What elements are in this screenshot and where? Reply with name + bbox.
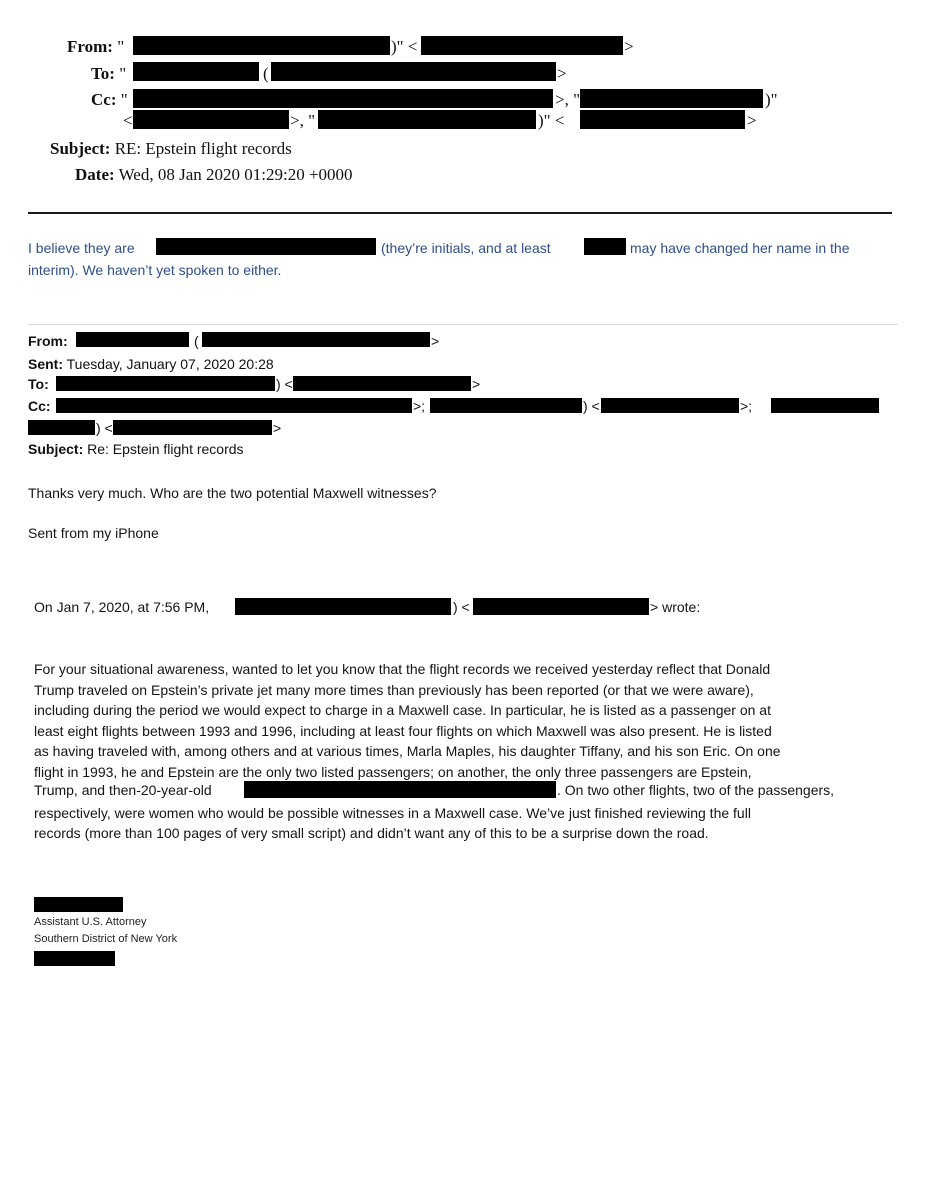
punct: )" < — [391, 37, 418, 56]
quote-line: respectively, were women who would be possible witnesses in a Maxwell case. We’ve just finished reviewing the full — [34, 804, 751, 821]
redaction — [202, 332, 430, 347]
sent-from-text: Sent from my iPhone — [28, 525, 159, 541]
quote-line-7b: . On two other flights, two of the passengers, — [557, 782, 835, 798]
punct: ( — [263, 64, 269, 83]
redaction — [244, 781, 556, 798]
date-label: Date: — [75, 165, 115, 184]
redaction — [601, 398, 739, 413]
fwd-cc-row — [28, 398, 51, 414]
quote-line: least eight flights between 1993 and 1996, including at least four flights on which Maxwell was also present. He is listed — [34, 722, 772, 739]
fwd-sent-label: Sent: — [28, 356, 63, 372]
redaction — [28, 420, 95, 435]
reply-line-1a: I believe they are — [28, 240, 135, 256]
redaction — [133, 89, 553, 108]
reply-line-2: interim). We haven’t yet spoken to either. — [28, 262, 282, 278]
subject-value: RE: Epstein flight records — [114, 139, 292, 158]
punct: )" < — [538, 111, 565, 130]
quote-line: flight in 1993, he and Epstein are the only two listed passengers; on another, the only three passengers are Epstein, — [34, 763, 752, 780]
from-row: From: " — [67, 37, 125, 56]
to-label: To: — [91, 64, 115, 83]
redaction — [56, 398, 412, 413]
signature-office: Southern District of New York — [34, 933, 178, 945]
punct: ) < — [583, 398, 600, 414]
fwd-subject-label: Subject: — [28, 441, 84, 457]
quote-line: For your situational awareness, wanted to let you know that the flight records we received yesterday reflect that Donald — [34, 661, 771, 677]
redaction — [133, 36, 390, 55]
redaction — [235, 598, 451, 615]
punct: ) < — [453, 599, 470, 615]
fwd-sent-row — [28, 356, 274, 372]
redaction — [430, 398, 582, 413]
from-label: From: — [67, 37, 113, 56]
quote-intro: On Jan 7, 2020, at 7:56 PM, — [34, 599, 210, 615]
signature-title: Assistant U.S. Attorney — [34, 916, 147, 928]
redaction — [580, 89, 763, 108]
subject-label: Subject: — [50, 139, 111, 158]
redaction — [473, 598, 649, 615]
quote-line: Trump traveled on Epstein’s private jet many more times than previously has been reported (or that we were aware), — [34, 681, 754, 698]
fwd-to-label: To: — [28, 376, 49, 392]
quote-line: records (more than 100 pages of very small script) and didn’t want any of this to be a surprise down the road. — [34, 825, 709, 841]
punct: > — [557, 64, 567, 83]
cc-label: Cc: — [91, 90, 117, 109]
punct: ) < — [276, 376, 293, 392]
question-text: Thanks very much. Who are the two potential Maxwell witnesses? — [28, 485, 437, 501]
fwd-subject-row — [28, 441, 244, 457]
header-divider — [28, 212, 892, 214]
quote-line: including during the period we would expect to charge in a Maxwell case. In particular, he is listed as a passenger on at — [34, 702, 771, 718]
quote-line: as having traveled with, among others and at various times, Marla Maples, his daughter Tiffany, and his son Eric. On one — [34, 743, 781, 759]
fwd-cc-label: Cc: — [28, 398, 51, 414]
quote-line-7b-text: On two other flights, two of the passengers, — [564, 782, 835, 798]
fwd-from-row — [28, 333, 68, 349]
redaction — [76, 332, 189, 347]
punct: >; — [413, 398, 426, 414]
redaction — [133, 62, 259, 81]
date-row — [75, 165, 353, 185]
quote-line-7a: Trump, and then-20-year-old — [34, 782, 212, 798]
redaction — [56, 376, 275, 391]
redaction — [293, 376, 471, 391]
fwd-sent-value: Tuesday, January 07, 2020 20:28 — [66, 356, 274, 372]
date-value: Wed, 08 Jan 2020 01:29:20 +0000 — [118, 165, 353, 184]
punct: )" — [765, 90, 778, 109]
redaction — [34, 897, 123, 912]
punct: > — [472, 376, 481, 392]
quote-wrote-text: wrote: — [662, 599, 701, 615]
redaction — [318, 110, 536, 129]
reply-line-1c: may have changed her name in the — [630, 240, 850, 256]
punct: > — [624, 37, 634, 56]
redaction — [584, 238, 626, 255]
cc-row: Cc: " — [91, 90, 128, 109]
subject-row — [50, 139, 292, 159]
punct: > — [431, 333, 440, 349]
redaction — [113, 420, 272, 435]
punct: ) < — [96, 420, 113, 436]
redaction — [421, 36, 623, 55]
redaction — [271, 62, 556, 81]
fwd-subject-value: Re: Epstein flight records — [87, 441, 244, 457]
fwd-to-row — [28, 376, 49, 392]
fwd-from-label: From: — [28, 333, 68, 349]
redaction — [771, 398, 879, 413]
punct: ( — [194, 333, 199, 349]
quote-wrote: > wrote: — [650, 599, 701, 615]
to-row: To: " — [91, 64, 127, 83]
punct: >, " — [555, 90, 581, 109]
reply-line-1b: (they’re initials, and at least — [381, 240, 551, 256]
punct: >; — [740, 398, 753, 414]
redaction — [156, 238, 376, 255]
redaction — [34, 951, 115, 966]
punct: > — [747, 111, 757, 130]
redaction — [580, 110, 745, 129]
forward-divider — [28, 324, 898, 325]
punct: < — [123, 111, 133, 130]
punct: > — [273, 420, 282, 436]
punct: >, " — [290, 111, 316, 130]
redaction — [133, 110, 289, 129]
